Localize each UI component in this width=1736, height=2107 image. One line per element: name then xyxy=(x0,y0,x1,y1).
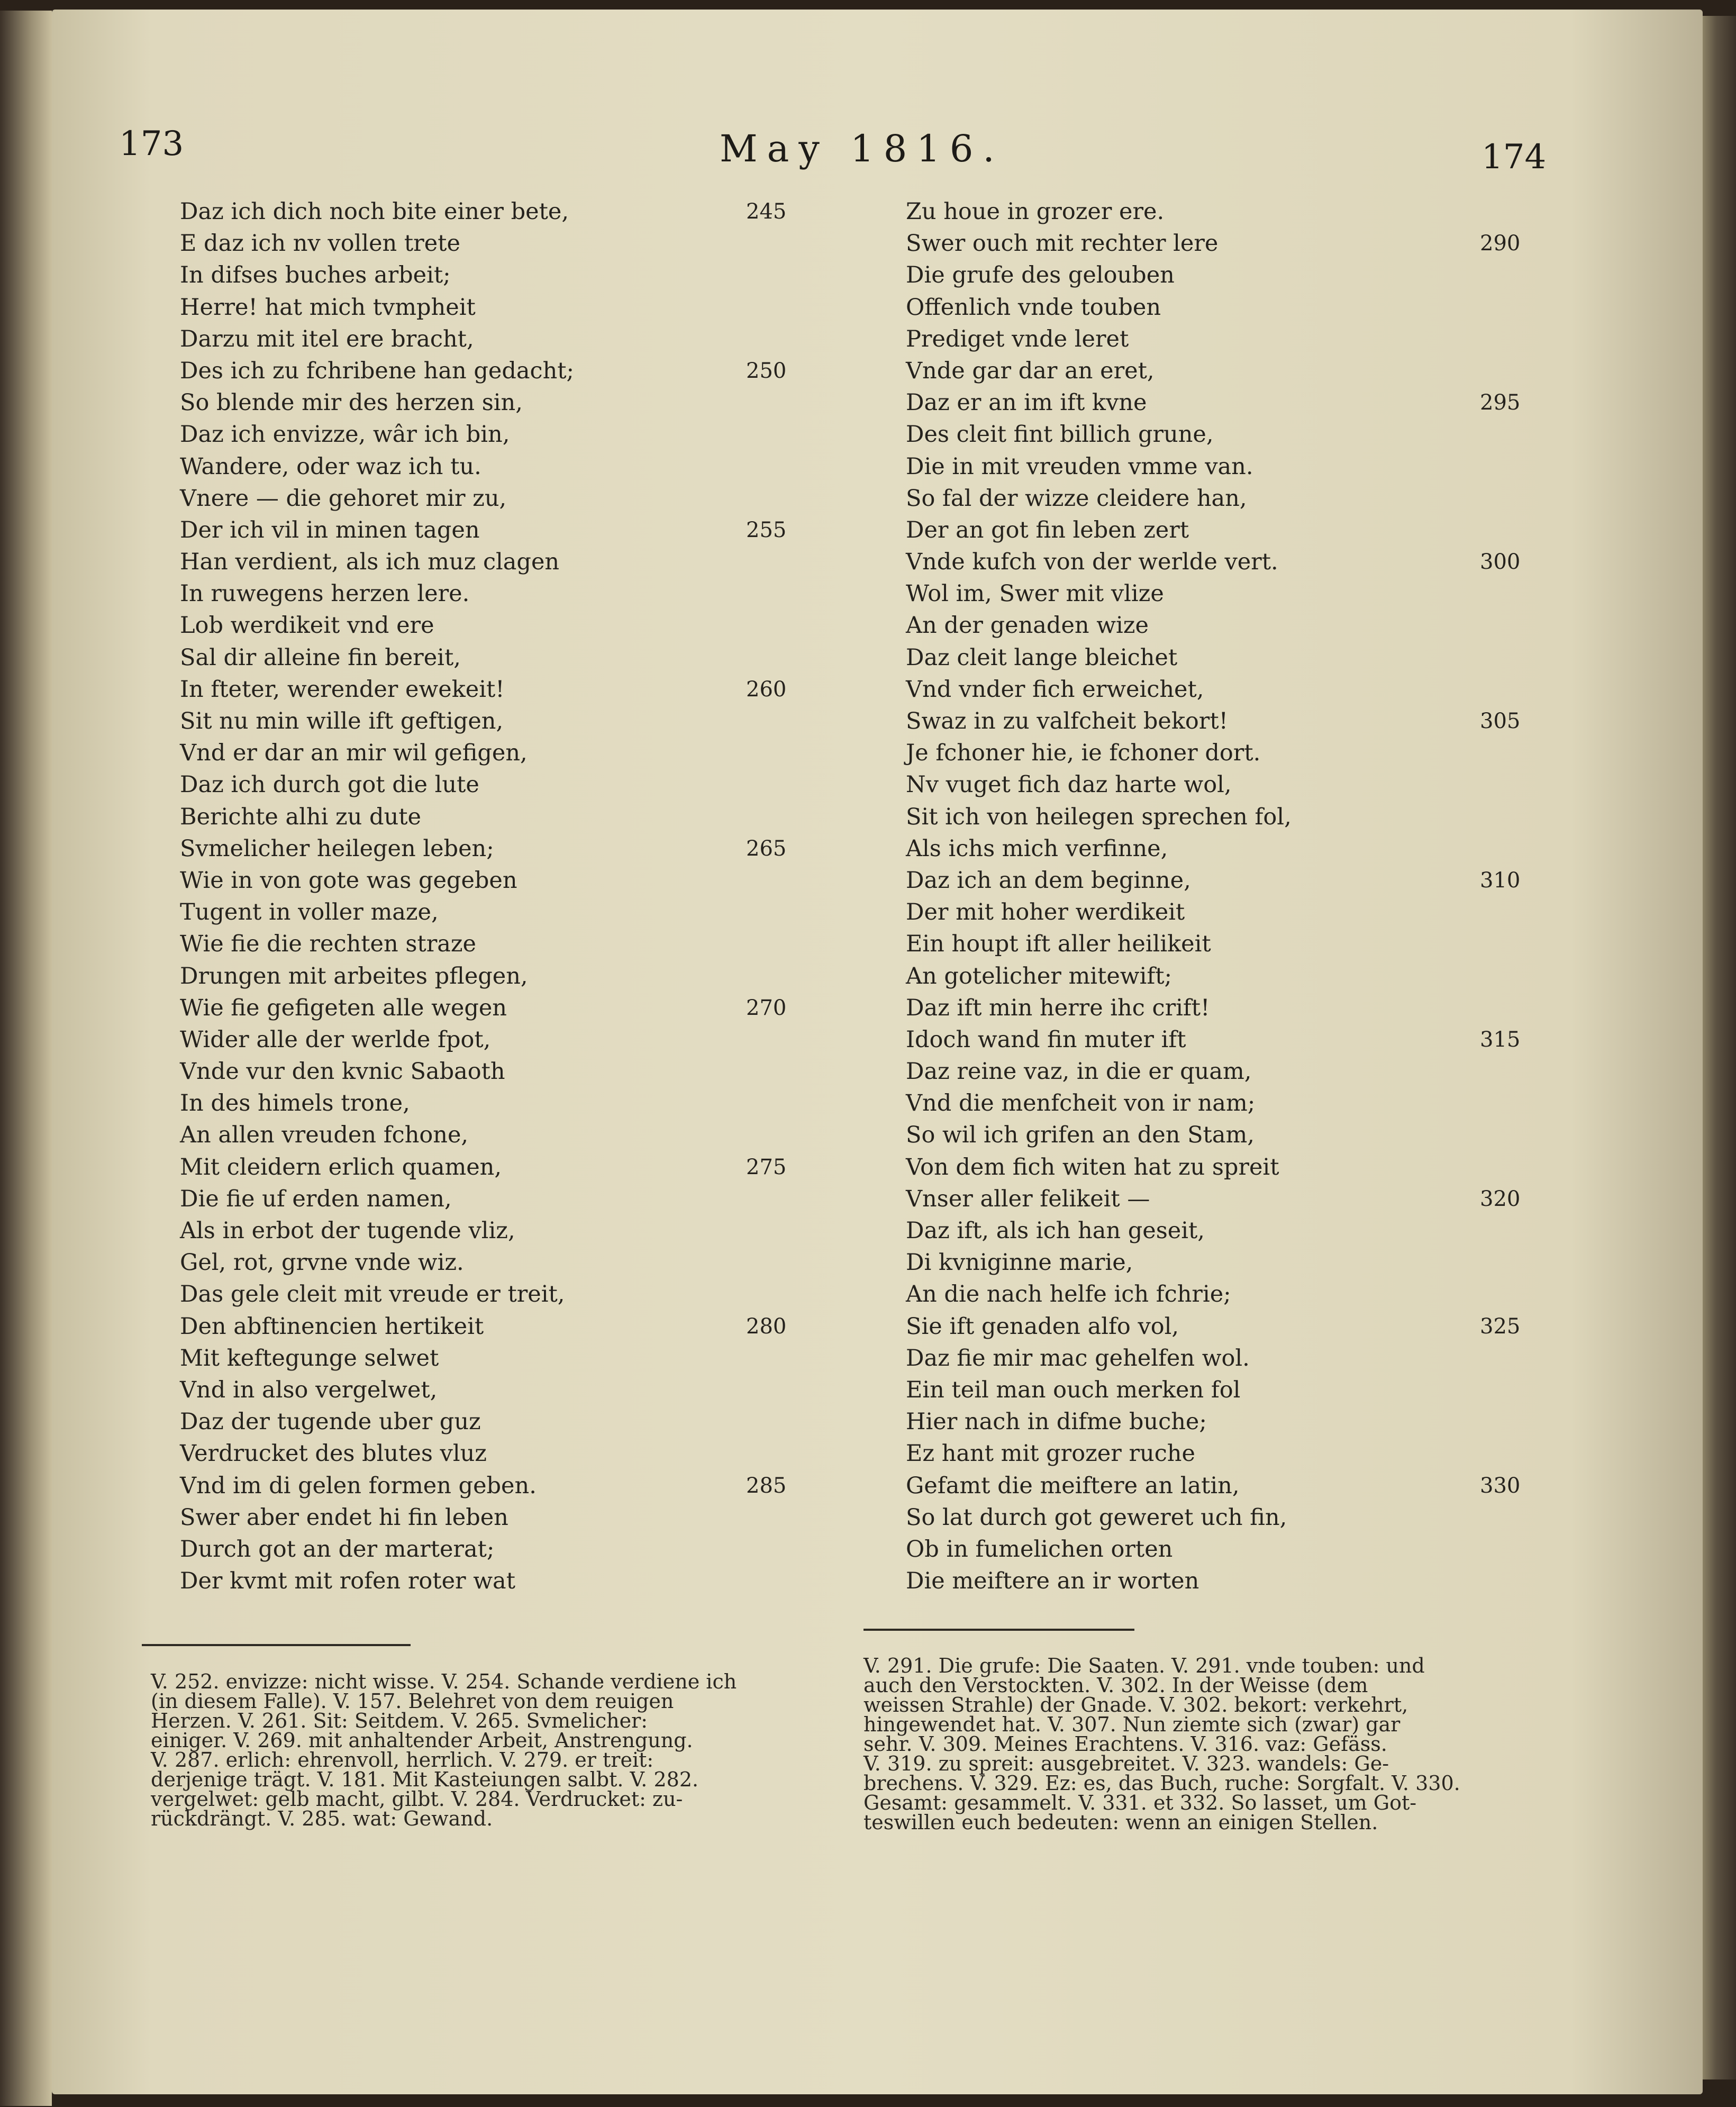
verse-line xyxy=(906,323,1292,355)
verse-text: Vnd die menfcheit von ir nam; xyxy=(906,1090,1256,1117)
verse-text: Von dem fich witen hat zu spreit xyxy=(906,1154,1279,1180)
verse-text: Daz er an im ift kvne xyxy=(906,389,1147,416)
verse-text: Wie in von gote was gegeben xyxy=(180,867,517,894)
verse-text: Mit keftegunge selwet xyxy=(180,1345,439,1372)
verse-line xyxy=(906,1247,1292,1278)
line-number: 310 xyxy=(1480,868,1521,893)
verse-line xyxy=(180,1438,574,1469)
verse-line xyxy=(180,1565,574,1597)
footnote-line: auch den Verstockten. V. 302. In der Weisse (dem xyxy=(864,1674,1368,1697)
verse-text: Vnd im di gelen formen geben. xyxy=(180,1472,537,1499)
book-fore-edge xyxy=(1703,16,1736,2079)
verse-line xyxy=(906,387,1521,419)
verse-line xyxy=(180,642,574,674)
verse-line xyxy=(180,546,574,578)
verse-line xyxy=(906,896,1292,928)
verse-column-right xyxy=(906,196,1521,1597)
verse-text: Des ich zu fchribene han gedacht; xyxy=(180,357,575,384)
verse-line xyxy=(180,801,574,833)
verse-line xyxy=(906,960,1292,992)
verse-text: Berichte alhi zu dute xyxy=(180,803,421,830)
line-number: 290 xyxy=(1480,231,1521,256)
verse-text: Vnde kufch von der werlde vert. xyxy=(906,549,1278,576)
verse-line xyxy=(180,323,574,355)
verse-text: Ob in fumelichen orten xyxy=(906,1536,1173,1563)
footnote-line: V. 291. Die grufe: Die Saaten. V. 291. vnde touben: und xyxy=(864,1654,1425,1677)
line-number: 265 xyxy=(746,836,787,861)
verse-text: Sit ich von heilegen sprechen fol, xyxy=(906,803,1292,830)
verse-line xyxy=(180,992,787,1024)
verse-line xyxy=(906,514,1292,546)
verse-text: Daz der tugende uber guz xyxy=(180,1409,481,1436)
verse-text: Idoch wand fin muter ift xyxy=(906,1026,1186,1053)
verse-line xyxy=(180,960,574,992)
verse-text: E daz ich nv vollen trete xyxy=(180,230,460,257)
verse-line xyxy=(180,737,574,769)
verse-line xyxy=(180,896,574,928)
verse-text: An allen vreuden fchone, xyxy=(180,1122,469,1149)
footnote-line: V. 252. envizze: nicht wisse. V. 254. Schande verdiene ich xyxy=(151,1670,737,1693)
verse-line xyxy=(906,833,1292,865)
verse-text: Vnere — die gehoret mir zu, xyxy=(180,485,507,512)
verse-line xyxy=(180,928,574,960)
footnote-line: teswillen euch bedeuten: wenn an einigen Stellen. xyxy=(864,1811,1378,1834)
verse-text: Daz reine vaz, in die er quam, xyxy=(906,1058,1252,1085)
footnote-line: einiger. V. 269. mit anhaltender Arbeit, Anstrengung. xyxy=(151,1729,693,1752)
line-number: 300 xyxy=(1480,550,1521,575)
verse-line xyxy=(906,737,1292,769)
line-number: 270 xyxy=(746,995,787,1020)
verse-line xyxy=(906,1119,1292,1151)
verse-text: Daz ich an dem beginne, xyxy=(906,867,1191,894)
verse-text: Der kvmt mit rofen roter wat xyxy=(180,1568,515,1595)
verse-line xyxy=(180,1374,574,1406)
verse-text: Prediget vnde leret xyxy=(906,325,1129,352)
verse-text: So fal der wizze cleidere han, xyxy=(906,485,1247,512)
verse-text: Als ichs mich verfinne, xyxy=(906,835,1168,862)
verse-line xyxy=(180,833,787,865)
verse-text: Daz ich envizze, wâr ich bin, xyxy=(180,421,510,448)
footnote-line: vergelwet: gelb macht, gilbt. V. 284. Verdrucket: zu- xyxy=(151,1787,683,1811)
verse-text: Wandere, oder waz ich tu. xyxy=(180,453,481,480)
footnote-rule-left xyxy=(142,1644,411,1646)
verse-line xyxy=(906,1374,1292,1406)
verse-line xyxy=(180,355,787,387)
footnote-line: sehr. V. 309. Meines Erachtens. V. 316. vaz: Gefäss. xyxy=(864,1732,1387,1756)
verse-line xyxy=(180,769,574,801)
footnote-line: Herzen. V. 261. Sit: Seitdem. V. 265. Svmelicher: xyxy=(151,1709,648,1732)
verse-line xyxy=(180,196,787,228)
verse-line xyxy=(180,1533,574,1565)
footnote-line: rückdrängt. V. 285. wat: Gewand. xyxy=(151,1807,493,1830)
verse-text: Offenlich vnde touben xyxy=(906,294,1161,321)
verse-line xyxy=(906,1565,1292,1597)
verse-line xyxy=(180,1056,574,1087)
verse-line xyxy=(180,1406,574,1438)
verse-text: Sit nu min wille ift geftigen, xyxy=(180,708,504,734)
verse-text: Vnd in also vergelwet, xyxy=(180,1376,438,1403)
verse-line xyxy=(180,674,787,705)
verse-text: Wie fie gefigeten alle wegen xyxy=(180,994,507,1021)
verse-text: Swer ouch mit rechter lere xyxy=(906,230,1219,257)
verse-line xyxy=(180,1342,574,1374)
verse-line xyxy=(906,451,1292,483)
verse-line xyxy=(906,1151,1292,1183)
verse-text: Der mit hoher werdikeit xyxy=(906,899,1185,926)
verse-line xyxy=(180,610,574,641)
verse-text: Daz ich durch got die lute xyxy=(180,771,479,798)
verse-line xyxy=(906,865,1521,896)
verse-text: Daz ich dich noch bite einer bete, xyxy=(180,198,569,225)
verse-text: An die nach helfe ich fchrie; xyxy=(906,1281,1231,1308)
verse-text: Die in mit vreuden vmme van. xyxy=(906,453,1253,480)
verse-line xyxy=(906,259,1292,291)
verse-line xyxy=(180,705,574,737)
verse-line xyxy=(906,674,1292,705)
footnotes-right xyxy=(864,1656,1460,1832)
verse-line xyxy=(906,355,1292,387)
running-title: May 1816. xyxy=(720,127,1004,170)
verse-text: Darzu mit itel ere bracht, xyxy=(180,325,474,352)
verse-text: Gefamt die meiftere an latin, xyxy=(906,1472,1240,1499)
verse-text: Gel, rot, grvne vnde wiz. xyxy=(180,1249,464,1276)
verse-text: Ein houpt ift aller heilikeit xyxy=(906,931,1211,958)
verse-text: Drungen mit arbeites pflegen, xyxy=(180,962,528,989)
page-number-left: 173 xyxy=(119,124,184,164)
line-number: 250 xyxy=(746,358,787,383)
verse-text: In fteter, werender ewekeit! xyxy=(180,676,505,703)
line-number: 275 xyxy=(746,1155,787,1179)
footnote-line: V. 319. zu spreit: ausgebreitet. V. 323. wandels: Ge- xyxy=(864,1752,1389,1775)
verse-line xyxy=(906,1311,1521,1342)
verse-line xyxy=(906,292,1292,323)
verse-text: So lat durch got geweret uch fin, xyxy=(906,1504,1287,1531)
verse-text: Je fchoner hie, ie fchoner dort. xyxy=(906,740,1261,767)
footnote-line: weissen Strahle) der Gnade. V. 302. bekort: verkehrt, xyxy=(864,1693,1408,1717)
verse-text: So wil ich grifen an den Stam, xyxy=(906,1122,1255,1149)
verse-line xyxy=(180,514,787,546)
verse-text: Der an got fin leben zert xyxy=(906,516,1189,543)
verse-line xyxy=(180,1183,574,1215)
verse-text: Di kvniginne marie, xyxy=(906,1249,1133,1276)
verse-line xyxy=(906,1215,1292,1247)
footnote-line: Gesamt: gesammelt. V. 331. et 332. So lasset, um Got- xyxy=(864,1791,1417,1814)
verse-text: Ez hant mit grozer ruche xyxy=(906,1440,1195,1467)
verse-text: In difses buches arbeit; xyxy=(180,262,451,289)
verse-line xyxy=(906,1502,1292,1533)
verse-text: Daz ift min herre ihc crift! xyxy=(906,994,1210,1021)
verse-text: In ruwegens herzen lere. xyxy=(180,580,470,607)
line-number: 285 xyxy=(746,1473,787,1498)
verse-line xyxy=(180,483,574,514)
line-number: 260 xyxy=(746,677,787,702)
verse-line xyxy=(180,1311,787,1342)
previous-page-edge xyxy=(0,11,52,2106)
verse-text: Herre! hat mich tvmpheit xyxy=(180,294,476,321)
line-number: 295 xyxy=(1480,390,1521,415)
verse-line xyxy=(906,228,1521,259)
line-number: 305 xyxy=(1480,709,1521,733)
verse-line xyxy=(180,1247,574,1278)
verse-line xyxy=(906,705,1521,737)
verse-line xyxy=(906,578,1292,610)
verse-text: Vnser aller felikeit — xyxy=(906,1185,1150,1212)
verse-line xyxy=(180,1151,787,1183)
verse-text: Lob werdikeit vnd ere xyxy=(180,612,434,639)
verse-line xyxy=(180,1278,574,1310)
line-number: 245 xyxy=(746,199,787,224)
verse-line xyxy=(180,1087,574,1119)
verse-line xyxy=(906,992,1292,1024)
line-number: 280 xyxy=(746,1314,787,1339)
footnote-rule-right xyxy=(864,1629,1134,1631)
verse-text: Als in erbot der tugende vliz, xyxy=(180,1218,515,1244)
verse-text: Vnde vur den kvnic Sabaoth xyxy=(180,1058,505,1085)
verse-line xyxy=(906,419,1292,450)
verse-line xyxy=(906,769,1292,801)
verse-text: Den abftinencien hertikeit xyxy=(180,1313,484,1340)
verse-text: Nv vuget fich daz harte wol, xyxy=(906,771,1232,798)
verse-line xyxy=(906,196,1292,228)
verse-line xyxy=(906,1183,1521,1215)
verse-line xyxy=(906,1056,1292,1087)
verse-text: Vnd vnder fich erweichet, xyxy=(906,676,1204,703)
verse-line xyxy=(906,610,1292,641)
verse-text: Tugent in voller maze, xyxy=(180,899,439,926)
verse-line xyxy=(180,292,574,323)
page-number-right: 174 xyxy=(1481,138,1547,177)
verse-line xyxy=(906,1342,1292,1374)
line-number: 255 xyxy=(746,517,787,542)
verse-text: Das gele cleit mit vreude er treit, xyxy=(180,1281,565,1308)
verse-text: Swaz in zu valfcheit bekort! xyxy=(906,708,1228,734)
verse-line xyxy=(180,865,574,896)
verse-text: Sal dir alleine fin bereit, xyxy=(180,644,461,671)
verse-line xyxy=(180,1215,574,1247)
verse-text: Daz fie mir mac gehelfen wol. xyxy=(906,1345,1250,1372)
verse-text: So blende mir des herzen sin, xyxy=(180,389,523,416)
verse-line xyxy=(906,1406,1292,1438)
verse-line xyxy=(906,1438,1292,1469)
verse-text: Han verdient, als ich muz clagen xyxy=(180,549,560,576)
verse-text: An der genaden wize xyxy=(906,612,1149,639)
verse-text: Hier nach in difme buche; xyxy=(906,1409,1207,1436)
footnote-line: hingewendet hat. V. 307. Nun ziemte sich (zwar) gar xyxy=(864,1713,1401,1736)
line-number: 330 xyxy=(1480,1473,1521,1498)
verse-line xyxy=(906,642,1292,674)
verse-line xyxy=(180,228,574,259)
verse-text: Des cleit fint billich grune, xyxy=(906,421,1214,448)
verse-text: Swer aber endet hi fin leben xyxy=(180,1504,508,1531)
verse-text: Svmelicher heilegen leben; xyxy=(180,835,494,862)
verse-line xyxy=(906,1024,1521,1056)
footnote-line: brechens. V. 329. Ez: es, das Buch, ruche: Sorgfalt. V. 330. xyxy=(864,1772,1460,1795)
verse-text: Die meiftere an ir worten xyxy=(906,1568,1199,1595)
verse-line xyxy=(180,419,574,450)
verse-text: Verdrucket des blutes vluz xyxy=(180,1440,487,1467)
verse-text: In des himels trone, xyxy=(180,1090,410,1117)
verse-text: Die grufe des gelouben xyxy=(906,262,1175,289)
line-number: 320 xyxy=(1480,1186,1521,1211)
verse-text: Die fie uf erden namen, xyxy=(180,1185,452,1212)
verse-line xyxy=(180,1024,574,1056)
verse-line xyxy=(180,451,574,483)
verse-text: Wider alle der werlde fpot, xyxy=(180,1026,491,1053)
verse-text: Wie fie die rechten straze xyxy=(180,931,477,958)
footnote-line: derjenige trägt. V. 181. Mit Kasteiungen salbt. V. 282. xyxy=(151,1768,699,1791)
footnotes-left xyxy=(151,1672,737,1829)
verse-line xyxy=(180,259,574,291)
verse-text: Daz ift, als ich han geseit, xyxy=(906,1218,1205,1244)
verse-line xyxy=(906,1278,1292,1310)
line-number: 315 xyxy=(1480,1027,1521,1052)
verse-line xyxy=(180,578,574,610)
verse-text: Vnd er dar an mir wil gefigen, xyxy=(180,740,528,767)
line-number: 325 xyxy=(1480,1314,1521,1339)
verse-line xyxy=(906,928,1292,960)
verse-line xyxy=(180,1119,574,1151)
verse-text: Zu houe in grozer ere. xyxy=(906,198,1165,225)
verse-text: Ein teil man ouch merken fol xyxy=(906,1376,1241,1403)
verse-line xyxy=(906,801,1292,833)
verse-text: Wol im, Swer mit vlize xyxy=(906,580,1164,607)
verse-text: An gotelicher mitewift; xyxy=(906,962,1173,989)
verse-text: Mit cleidern erlich quamen, xyxy=(180,1154,502,1180)
verse-text: Daz cleit lange bleichet xyxy=(906,644,1178,671)
verse-text: Der ich vil in minen tagen xyxy=(180,516,480,543)
verse-line xyxy=(180,1502,574,1533)
verse-text: Durch got an der marterat; xyxy=(180,1536,495,1563)
verse-line xyxy=(180,1470,787,1502)
verse-line xyxy=(180,387,574,419)
verse-line xyxy=(906,1470,1521,1502)
verse-column-left xyxy=(180,196,787,1597)
verse-line xyxy=(906,483,1292,514)
verse-line xyxy=(906,546,1521,578)
verse-line xyxy=(906,1087,1292,1119)
verse-text: Sie ift genaden alfo vol, xyxy=(906,1313,1179,1340)
verse-line xyxy=(906,1533,1292,1565)
verse-text: Vnde gar dar an eret, xyxy=(906,357,1155,384)
footnote-line: V. 287. erlich: ehrenvoll, herrlich. V. 279. er treit: xyxy=(151,1748,654,1772)
footnote-line: (in diesem Falle). V. 157. Belehret von dem reuigen xyxy=(151,1690,674,1713)
